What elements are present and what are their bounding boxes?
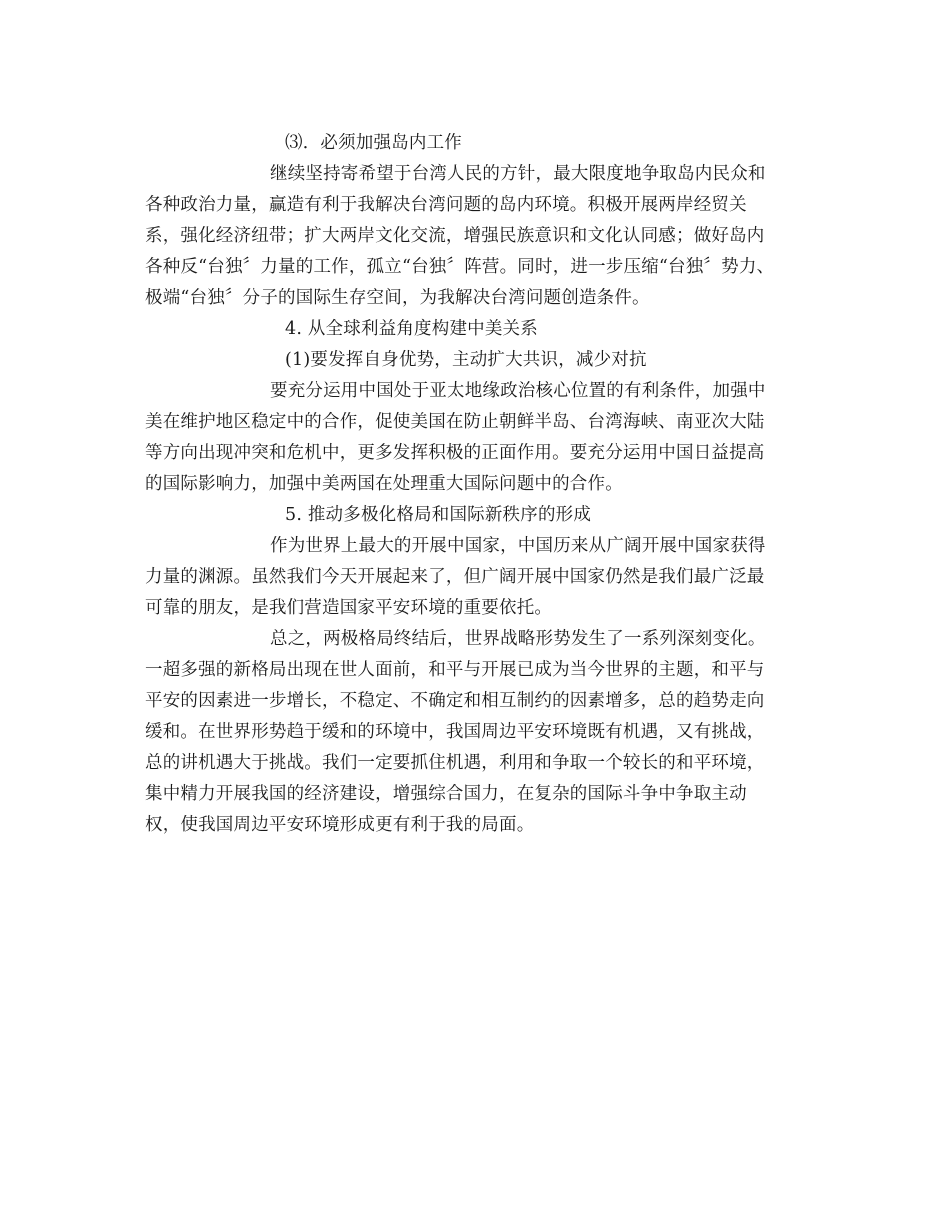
section-heading-4: 4. 从全球利益角度构建中美关系	[285, 319, 538, 339]
paragraph-line: 要充分运用中国处于亚太地缘政治核心位置的有利条件，加强中	[270, 381, 766, 401]
paragraph-line: 可靠的朋友，是我们营造国家平安环境的重要依托。	[145, 598, 553, 618]
paragraph-line: 集中精力开展我国的经济建设，增强综合国力，在复杂的国际斗争中争取主动	[145, 784, 747, 804]
paragraph-line: 力量的渊源。虽然我们今天开展起来了，但广阔开展中国家仍然是我们最广泛最	[145, 567, 765, 587]
paragraph-line: 继续坚持寄希望于台湾人民的方针，最大限度地争取岛内民众和	[270, 164, 766, 184]
paragraph-line: 总的讲机遇大于挑战。我们一定要抓住机遇，利用和争取一个较长的和平环境，	[145, 753, 765, 773]
paragraph-line: 等方向出现冲突和危机中，更多发挥积极的正面作用。要充分运用中国日益提高	[145, 443, 765, 463]
paragraph-line: 总之，两极格局终结后，世界战略形势发生了一系列深刻变化。	[270, 629, 766, 649]
document-body	[145, 128, 815, 841]
paragraph-line: 系，强化经济纽带；扩大两岸文化交流，增强民族意识和文化认同感；做好岛内	[145, 226, 765, 246]
paragraph-line: 缓和。在世界形势趋于缓和的环境中，我国周边平安环境既有机遇，又有挑战，	[145, 722, 765, 742]
paragraph-line: 平安的因素进一步增长，不稳定、不确定和相互制约的因素增多，总的趋势走向	[145, 691, 765, 711]
section-heading-5: 5. 推动多极化格局和国际新秩序的形成	[285, 505, 592, 525]
paragraph-line: 作为世界上最大的开展中国家，中国历来从广阔开展中国家获得	[270, 536, 766, 556]
section-heading-3: ⑶．必须加强岛内工作	[285, 133, 462, 153]
paragraph-line: 的国际影响力，加强中美两国在处理重大国际问题中的合作。	[145, 474, 623, 494]
paragraph-line: 极端“台独〞分子的国际生存空间，为我解决台湾问题创造条件。	[145, 288, 650, 308]
paragraph-line: 权，使我国周边平安环境形成更有利于我的局面。	[145, 815, 535, 835]
paragraph-line: 各种政治力量，赢造有利于我解决台湾问题的岛内环境。积极开展两岸经贸关	[145, 195, 747, 215]
paragraph-line: 各种反“台独〞力量的工作，孤立“台独〞阵营。同时，进一步压缩“台独〞势力、	[145, 257, 775, 277]
paragraph-line: 美在维护地区稳定中的合作，促使美国在防止朝鲜半岛、台湾海峡、南亚次大陆	[145, 412, 765, 432]
subsection-heading-1: (1)要发挥自身优势，主动扩大共识，减少对抗	[285, 350, 647, 370]
paragraph-line: 一超多强的新格局出现在世人面前，和平与开展已成为当今世界的主题，和平与	[145, 660, 765, 680]
